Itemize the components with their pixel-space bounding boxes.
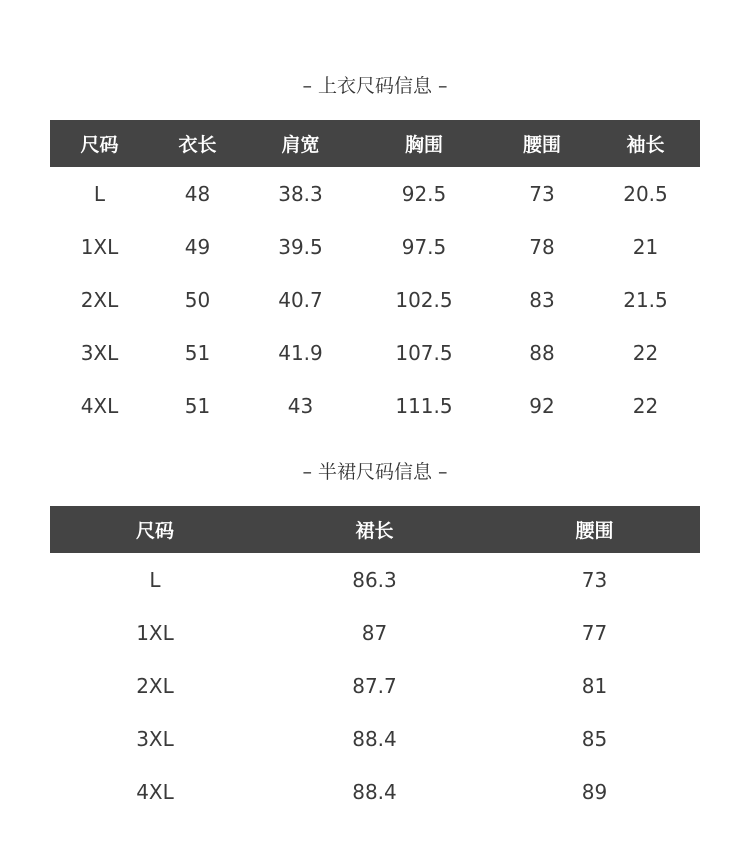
table-cell: 107.5 bbox=[395, 340, 453, 365]
table-cell: 88.4 bbox=[352, 779, 397, 804]
table-cell: 83 bbox=[529, 287, 555, 312]
table-cell: 4XL bbox=[80, 393, 119, 418]
table-cell: 39.5 bbox=[278, 234, 323, 259]
header-sleeve: 袖长 bbox=[591, 120, 700, 167]
header-skirt-length: 裙长 bbox=[260, 506, 489, 553]
table-cell: 78 bbox=[529, 234, 555, 259]
table-header-row bbox=[50, 120, 700, 167]
table-row bbox=[50, 606, 700, 659]
table-cell: 21.5 bbox=[623, 287, 668, 312]
table-cell: 3XL bbox=[80, 340, 119, 365]
table-cell: 89 bbox=[581, 779, 608, 804]
table-row bbox=[50, 712, 700, 765]
skirt-size-title: – 半裙尺码信息 – bbox=[302, 461, 448, 483]
header-waist: 腰围 bbox=[489, 506, 700, 553]
table-cell: 88.4 bbox=[352, 726, 397, 751]
table-cell: L bbox=[93, 181, 106, 206]
table-cell: 43 bbox=[287, 393, 314, 418]
table-row bbox=[50, 379, 700, 432]
table-cell: 2XL bbox=[136, 673, 174, 698]
table-cell: 111.5 bbox=[395, 393, 453, 418]
table-cell: 92.5 bbox=[401, 181, 447, 206]
header-bust: 胸围 bbox=[355, 120, 493, 167]
table-cell: 92 bbox=[529, 393, 555, 418]
table-cell: 1XL bbox=[80, 234, 119, 259]
table-cell: 48 bbox=[184, 181, 211, 206]
table-row bbox=[50, 273, 700, 326]
table-row bbox=[50, 659, 700, 712]
table-row bbox=[50, 553, 700, 606]
table-cell: 97.5 bbox=[401, 234, 447, 259]
table-cell: 102.5 bbox=[395, 287, 453, 312]
header-size: 尺码 bbox=[50, 120, 149, 167]
table-cell: 51 bbox=[184, 393, 211, 418]
table-cell: 86.3 bbox=[352, 567, 397, 592]
table-cell: 81 bbox=[581, 673, 608, 698]
header-size: 尺码 bbox=[50, 506, 260, 553]
table-cell: 1XL bbox=[136, 620, 174, 645]
table-cell: 49 bbox=[184, 234, 211, 259]
table-cell: 88 bbox=[529, 340, 555, 365]
table-row bbox=[50, 220, 700, 273]
table-cell: 38.3 bbox=[278, 181, 323, 206]
table-cell: 87 bbox=[361, 620, 388, 645]
table-cell: 51 bbox=[184, 340, 211, 365]
table-cell: L bbox=[149, 567, 161, 592]
table-cell: 20.5 bbox=[623, 181, 668, 206]
header-waist: 腰围 bbox=[493, 120, 591, 167]
table-cell: 87.7 bbox=[352, 673, 397, 698]
header-shoulder: 肩宽 bbox=[246, 120, 355, 167]
table-cell: 22 bbox=[632, 340, 659, 365]
header-length: 衣长 bbox=[149, 120, 246, 167]
table-cell: 77 bbox=[581, 620, 608, 645]
table-cell: 41.9 bbox=[278, 340, 323, 365]
table-cell: 73 bbox=[581, 567, 608, 592]
table-row bbox=[50, 326, 700, 379]
table-row bbox=[50, 765, 700, 818]
top-size-table bbox=[50, 120, 700, 432]
table-cell: 85 bbox=[581, 726, 608, 751]
top-size-title: – 上衣尺码信息 – bbox=[302, 75, 448, 97]
table-cell: 3XL bbox=[136, 726, 174, 751]
table-cell: 73 bbox=[529, 181, 555, 206]
table-cell: 2XL bbox=[80, 287, 119, 312]
table-row bbox=[50, 167, 700, 220]
table-cell: 40.7 bbox=[278, 287, 323, 312]
table-cell: 4XL bbox=[136, 779, 174, 804]
table-cell: 22 bbox=[632, 393, 659, 418]
skirt-size-table bbox=[50, 506, 700, 818]
table-cell: 50 bbox=[184, 287, 211, 312]
table-cell: 21 bbox=[632, 234, 659, 259]
table-header-row bbox=[50, 506, 700, 553]
